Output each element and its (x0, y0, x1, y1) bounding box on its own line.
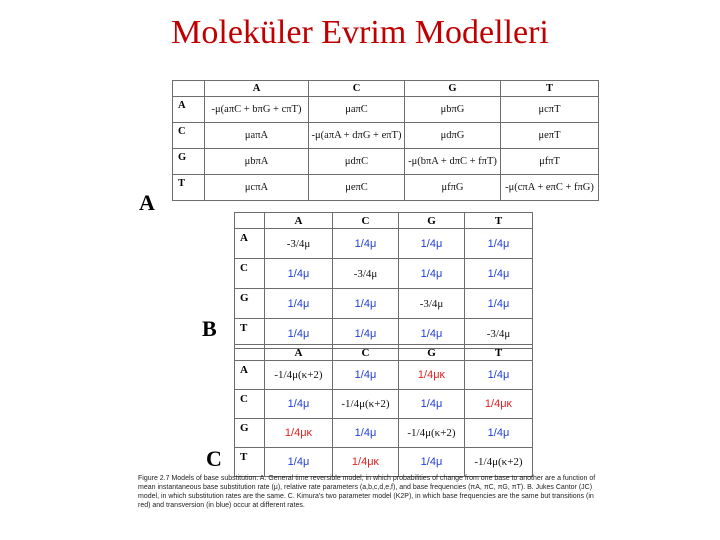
row-header: C (235, 390, 265, 419)
matrix-cell: μeπT (501, 123, 599, 149)
matrix-cell: μdπC (309, 149, 405, 175)
matrix-cell: 1/4μ (333, 319, 399, 349)
matrix-cell: μbπG (405, 97, 501, 123)
matrix-cell: μfπT (501, 149, 599, 175)
matrix-cell: 1/4μ (465, 229, 533, 259)
header-cell (235, 345, 265, 361)
matrix-cell: -1/4μ(κ+2) (399, 419, 465, 448)
matrix-cell: μaπC (309, 97, 405, 123)
panel-label-c: C (206, 446, 222, 471)
matrix-cell: 1/4μ (265, 390, 333, 419)
matrix-cell: 1/4μ (465, 259, 533, 289)
matrix-cell: 1/4μ (333, 289, 399, 319)
matrix-cell: 1/4μ (333, 229, 399, 259)
row-header: G (173, 149, 205, 175)
matrix-cell: 1/4μ (399, 259, 465, 289)
row-header: T (235, 319, 265, 349)
matrix-cell: -3/4μ (465, 319, 533, 349)
matrix-cell: 1/4μ (465, 361, 533, 390)
figure-caption: Figure 2.7 Models of base substitution. A. General time reversible model, in which probabilities of change from one base to another are a function of mean instantaneous base substitution rate (μ), relative rate parameters (a,b,c,d,e,f), and base frequencies (πA, πC, πG, πT). B. Jukes Cantor (JC) model, in which substitution rates are the same. C. Kimura's two parameter model (K2P), in which base frequencies are the same but transitions (in red) and transversion (in blue) occur at different rates. (138, 475, 596, 509)
table-row (235, 361, 533, 390)
matrix-cell: μbπA (205, 149, 309, 175)
header-cell (235, 213, 265, 229)
matrix-cell: -1/4μ(κ+2) (333, 390, 399, 419)
matrix-cell: 1/4μκ (399, 361, 465, 390)
matrix-cell: 1/4μ (265, 259, 333, 289)
row-header: T (235, 448, 265, 477)
header-cell: C (309, 81, 405, 97)
matrix-cell: 1/4μ (465, 289, 533, 319)
row-header: T (173, 175, 205, 201)
kimura-2p-matrix-table (234, 344, 533, 477)
matrix-cell: 1/4μ (399, 229, 465, 259)
matrix-cell: 1/4μ (333, 419, 399, 448)
table-row (173, 97, 599, 123)
matrix-cell: -1/4μ(κ+2) (265, 361, 333, 390)
header-cell: G (399, 345, 465, 361)
table-row (235, 229, 533, 259)
row-header: A (173, 97, 205, 123)
panel-label-b: B (202, 316, 217, 341)
matrix-cell: μdπG (405, 123, 501, 149)
header-cell (173, 81, 205, 97)
row-header: C (173, 123, 205, 149)
matrix-cell: 1/4μ (265, 319, 333, 349)
header-cell: G (405, 81, 501, 97)
matrix-cell: μcπA (205, 175, 309, 201)
matrix-cell: -μ(aπC + bπG + cπT) (205, 97, 309, 123)
table-row (173, 175, 599, 201)
table-row (235, 259, 533, 289)
matrix-cell: 1/4μ (399, 319, 465, 349)
matrix-cell: μcπT (501, 97, 599, 123)
table-header-row (235, 213, 533, 229)
header-cell: A (205, 81, 309, 97)
table-row (173, 123, 599, 149)
header-cell: T (465, 345, 533, 361)
matrix-cell: 1/4μ (399, 390, 465, 419)
jukes-cantor-matrix-table (234, 212, 533, 349)
matrix-cell: -μ(aπA + dπG + eπT) (309, 123, 405, 149)
matrix-cell: μfπG (405, 175, 501, 201)
matrix-cell: 1/4μκ (333, 448, 399, 477)
row-header: G (235, 289, 265, 319)
table-row (235, 390, 533, 419)
row-header: A (235, 361, 265, 390)
matrix-cell: 1/4μκ (265, 419, 333, 448)
header-cell: T (465, 213, 533, 229)
matrix-cell: 1/4μ (265, 448, 333, 477)
matrix-cell: μeπC (309, 175, 405, 201)
table-row (235, 289, 533, 319)
row-header: C (235, 259, 265, 289)
header-cell: T (501, 81, 599, 97)
matrix-cell: -3/4μ (399, 289, 465, 319)
matrix-cell: -μ(cπA + eπC + fπG) (501, 175, 599, 201)
matrix-cell: -3/4μ (333, 259, 399, 289)
matrix-cell: -3/4μ (265, 229, 333, 259)
table-header-row (235, 345, 533, 361)
matrix-cell: 1/4μ (465, 419, 533, 448)
table-row (235, 448, 533, 477)
header-cell: A (265, 345, 333, 361)
header-cell: A (265, 213, 333, 229)
matrix-cell: -1/4μ(κ+2) (465, 448, 533, 477)
table-row (173, 149, 599, 175)
matrix-cell: μaπA (205, 123, 309, 149)
matrix-cell: -μ(bπA + dπC + fπT) (405, 149, 501, 175)
header-cell: C (333, 213, 399, 229)
page-title: Moleküler Evrim Modelleri (171, 14, 549, 51)
panel-label-a: A (139, 190, 155, 215)
header-cell: G (399, 213, 465, 229)
gtr-matrix-table (172, 80, 599, 201)
matrix-cell: 1/4μ (265, 289, 333, 319)
table-row (235, 419, 533, 448)
header-cell: C (333, 345, 399, 361)
row-header: A (235, 229, 265, 259)
table-header-row (173, 81, 599, 97)
matrix-cell: 1/4μ (333, 361, 399, 390)
matrix-cell: 1/4μ (399, 448, 465, 477)
row-header: G (235, 419, 265, 448)
matrix-cell: 1/4μκ (465, 390, 533, 419)
